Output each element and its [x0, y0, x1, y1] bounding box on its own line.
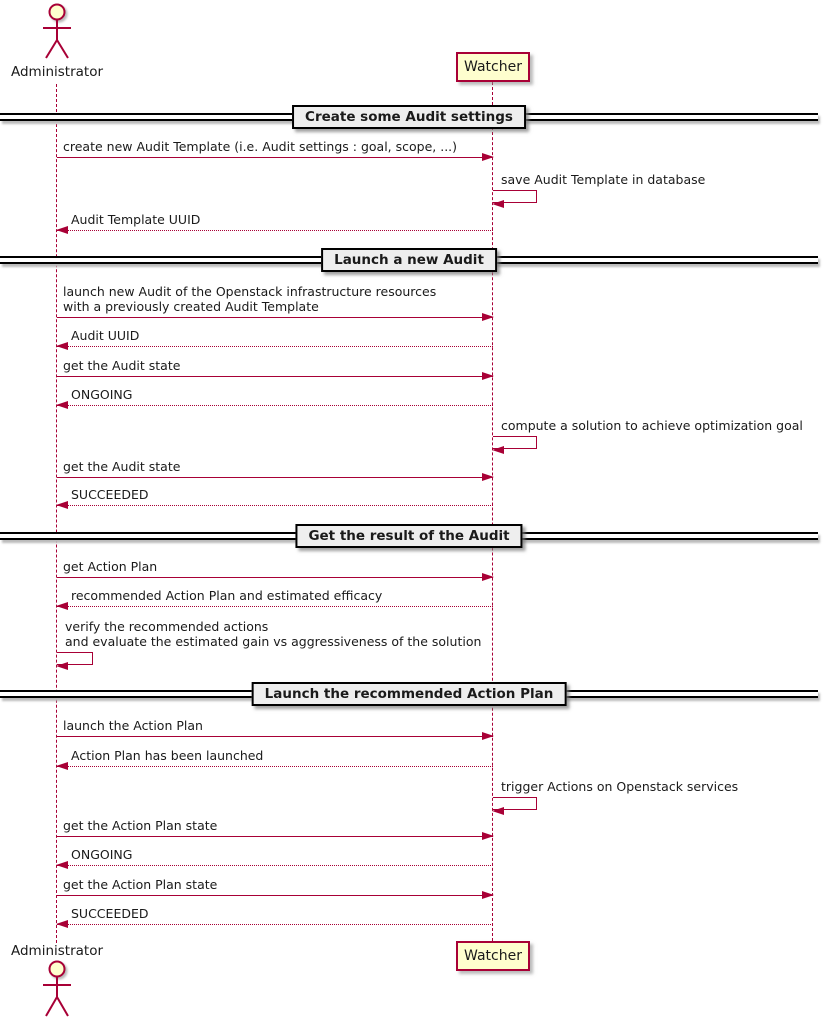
arrowhead-right-icon [482, 473, 494, 481]
message-label: get the Audit state [63, 358, 181, 373]
message-label: trigger Actions on Openstack services [501, 779, 739, 794]
message-label: Audit UUID [71, 328, 140, 343]
message-label: launch new Audit of the Openstack infrastructure resources with a previously created Audit Template [63, 284, 437, 314]
arrow-line [57, 405, 493, 406]
lifeline-administrator [56, 84, 57, 943]
arrow-line [57, 317, 493, 318]
arrow-line [57, 836, 493, 837]
actor-label-administrator-top: Administrator [10, 64, 104, 80]
arrowhead-left-icon [492, 200, 504, 208]
arrowhead-right-icon [482, 153, 494, 161]
arrow-line [57, 736, 493, 737]
arrowhead-right-icon [482, 372, 494, 380]
divider-label: Get the result of the Audit [295, 524, 522, 548]
section-divider-2 [0, 252, 818, 268]
arrowhead-left-icon [56, 602, 68, 610]
message-label: get the Audit state [63, 459, 181, 474]
message-label: ONGOING [71, 847, 133, 862]
arrow-line [57, 895, 493, 896]
arrow-line [57, 346, 493, 347]
self-message [57, 619, 482, 665]
message-label: get Action Plan [63, 559, 158, 574]
message-label: get the Action Plan state [63, 877, 218, 892]
section-divider-4 [0, 686, 818, 702]
self-message [493, 418, 803, 449]
divider-label: Launch the recommended Action Plan [252, 682, 567, 706]
actor-icon [37, 3, 77, 63]
message-label: SUCCEEDED [71, 906, 149, 921]
arrow-line [57, 157, 493, 158]
arrowhead-right-icon [482, 891, 494, 899]
participant-watcher-top: Watcher [456, 52, 530, 82]
arrow-line [57, 376, 493, 377]
divider-label: Create some Audit settings [292, 105, 526, 129]
arrowhead-left-icon [56, 401, 68, 409]
message-label: ONGOING [71, 387, 133, 402]
arrowhead-left-icon [56, 920, 68, 928]
divider-label: Launch a new Audit [321, 248, 497, 272]
arrowhead-right-icon [482, 313, 494, 321]
arrow-line [57, 865, 493, 866]
message-label: create new Audit Template (i.e. Audit settings : goal, scope, ...) [63, 139, 458, 154]
arrow-line [57, 505, 493, 506]
arrowhead-right-icon [482, 832, 494, 840]
message-label: verify the recommended actions and evaluate the estimated gain vs aggressiveness of the solution [65, 619, 482, 649]
section-divider-1 [0, 109, 818, 125]
arrow-line [57, 924, 493, 925]
arrowhead-left-icon [56, 861, 68, 869]
arrow-line [57, 577, 493, 578]
arrowhead-right-icon [482, 732, 494, 740]
section-divider-3 [0, 528, 818, 544]
participant-watcher-bottom: Watcher [456, 941, 530, 971]
actor-label-administrator-bottom: Administrator [10, 943, 104, 959]
arrow-line [57, 477, 493, 478]
arrowhead-left-icon [56, 762, 68, 770]
arrow-line [57, 766, 493, 767]
arrowhead-left-icon [492, 446, 504, 454]
self-message [493, 172, 706, 203]
arrow-line [57, 606, 493, 607]
message-label: SUCCEEDED [71, 487, 149, 502]
message-label: launch the Action Plan [63, 718, 203, 733]
message-label: Action Plan has been launched [71, 748, 264, 763]
actor-icon [37, 959, 77, 1029]
arrowhead-left-icon [56, 662, 68, 670]
message-label: get the Action Plan state [63, 818, 218, 833]
message-label: compute a solution to achieve optimization goal [501, 418, 803, 433]
arrowhead-left-icon [56, 342, 68, 350]
message-label: save Audit Template in database [501, 172, 706, 187]
message-label: Audit Template UUID [71, 212, 201, 227]
message-label: recommended Action Plan and estimated efficacy [71, 588, 383, 603]
arrowhead-right-icon [482, 573, 494, 581]
arrow-line [57, 230, 493, 231]
arrowhead-left-icon [56, 501, 68, 509]
arrowhead-left-icon [492, 807, 504, 815]
arrowhead-left-icon [56, 226, 68, 234]
self-message [493, 779, 739, 810]
